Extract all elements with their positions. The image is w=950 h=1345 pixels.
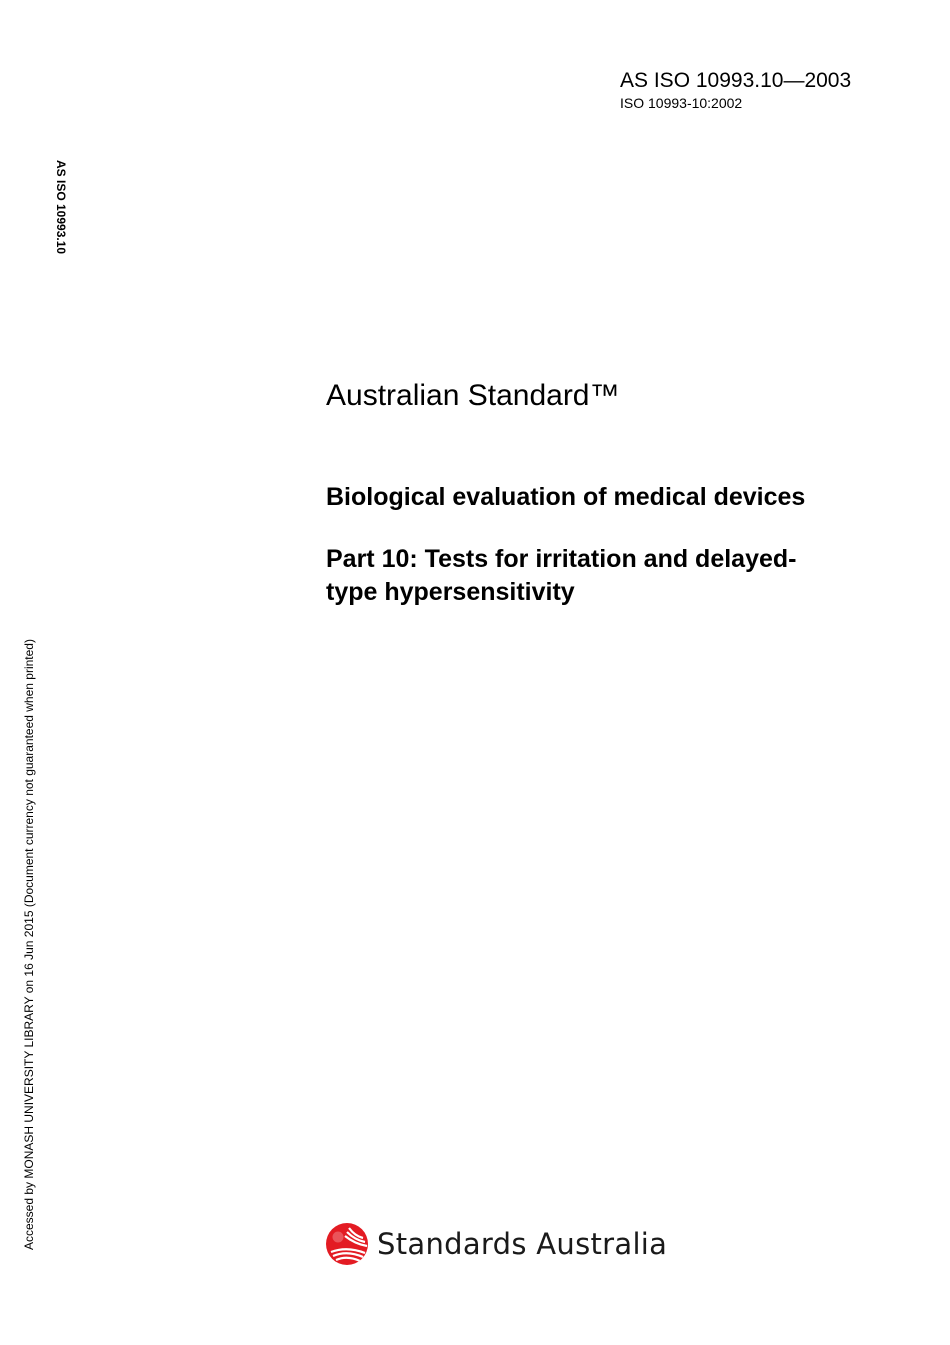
standard-number: AS ISO 10993.10—2003 xyxy=(620,69,852,92)
part-title-line-2: type hypersensitivity xyxy=(326,578,575,606)
publisher-name: Standards Australia xyxy=(377,1227,668,1261)
access-note: Accessed by MONASH UNIVERSITY LIBRARY on 16 Jun 2015 (Document currency not guaranteed when printed) xyxy=(22,639,36,1250)
series-title: Australian Standard™ xyxy=(326,379,620,412)
standards-australia-logo-icon xyxy=(325,1222,369,1266)
logo-highlight xyxy=(333,1232,344,1243)
part-title xyxy=(326,543,906,609)
document-title: Biological evaluation of medical devices xyxy=(326,483,806,511)
publisher-brand xyxy=(325,1222,667,1266)
iso-number: ISO 10993-10:2002 xyxy=(620,95,743,111)
spine-label: AS ISO 10993.10 xyxy=(54,160,68,255)
part-title-line-1: Part 10: Tests for irritation and delayed- xyxy=(326,545,797,573)
